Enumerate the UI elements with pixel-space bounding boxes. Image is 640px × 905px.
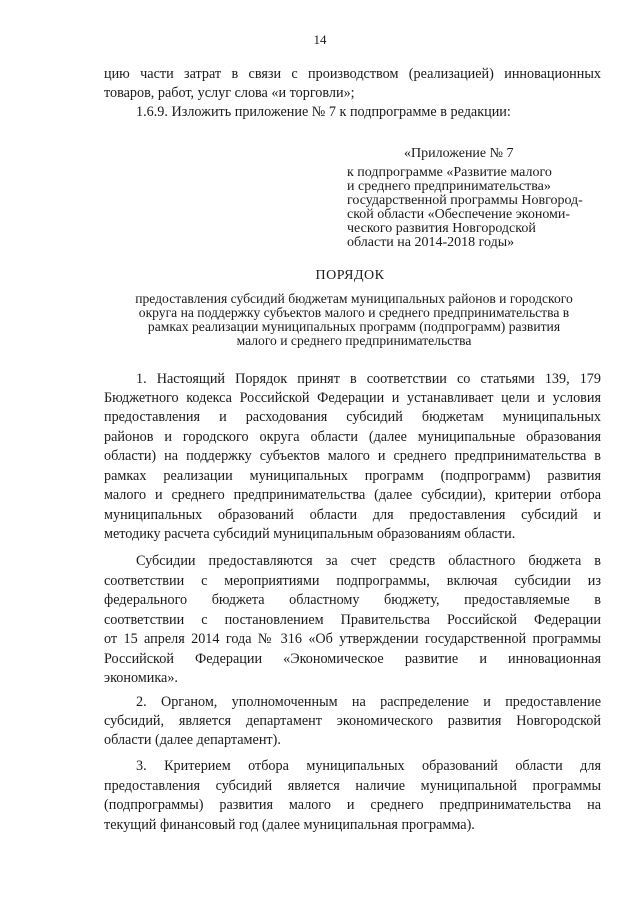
appendix-title: «Приложение № 7 [404, 146, 514, 161]
text-line: 2. Органом, уполномоченным на распределение и предоставление [136, 694, 601, 710]
subtitle-line: округа на поддержку субъектов малого и среднего предпринимательства в [138, 305, 570, 320]
subtitle-line: рамках реализации муниципальных программ (подпрограмм) развития [147, 319, 561, 334]
text-line: предоставления и расходования субсидий бюджетам муниципальных [104, 409, 601, 425]
subtitle-line: предоставления субсидий бюджетам муниципальных районов и городского [135, 291, 573, 306]
text-line: Бюджетного кодекса Российской Федерации и устанавливает цели и условия [104, 390, 601, 406]
text-line: методику расчета субсидий муниципальным образованиям области. [104, 526, 516, 542]
text-line: федерального бюджета областному бюджету, предоставляемые в [104, 592, 601, 608]
text-line: области) на поддержку субъектов малого и среднего предпринимательства в [104, 448, 601, 464]
document-title: ПОРЯДОК [315, 268, 385, 283]
appendix-line: области на 2014-2018 годы» [347, 235, 515, 250]
appendix-line: и среднего предпринимательства» [347, 179, 551, 194]
appendix-line: государственной программы Новгород- [347, 193, 583, 208]
text-line: рамках реализации муниципальных программ (подпрограмм) развития [104, 468, 601, 484]
appendix-line: к подпрограмме «Развитие малого [347, 165, 552, 180]
text-line: Субсидии предоставляются за счет средств областного бюджета в [136, 553, 601, 569]
text-line: предоставления субсидий является наличие муниципальной программы [104, 778, 601, 794]
text-line: от 15 апреля 2014 года № 316 «Об утверждении государственной программы [104, 631, 601, 647]
text-line: соответствии с мероприятиями подпрограммы, включая субсидии из [104, 573, 601, 589]
text-line: малого и среднего предпринимательства (далее субсидии), критерии отбора [104, 487, 601, 503]
text-line: области (далее департамент). [104, 732, 281, 748]
appendix-line: ческого развития Новгородской [347, 221, 536, 236]
page-number: 14 [313, 32, 327, 47]
text-line: соответствии с постановлением Правительства Российской Федерации [104, 612, 601, 628]
appendix-line: ской области «Обеспечение экономи- [347, 207, 571, 222]
text-line: текущий финансовый год (далее муниципальная программа). [104, 817, 475, 833]
subtitle-line: малого и среднего предпринимательства [236, 333, 472, 348]
text-line: субсидий, является департамент экономического развития Новгородской [104, 713, 601, 729]
text-line: (подпрограммы) развития малого и среднего предпринимательства на [104, 797, 601, 813]
text-line: 1. Настоящий Порядок принят в соответствии со статьями 139, 179 [136, 371, 601, 387]
text-line: 1.6.9. Изложить приложение № 7 к подпрограмме в редакции: [136, 104, 511, 120]
text-line: районов и городского округа области (далее муниципальные образования [104, 429, 601, 445]
text-line: муниципальных образований области для предоставления субсидий и [104, 507, 601, 523]
text-line: цию части затрат в связи с производством (реализацией) инновационных [104, 66, 601, 82]
text-line: Российской Федерации «Экономическое развитие и инновационная [104, 651, 601, 667]
text-line: товаров, работ, услуг слова «и торговли»; [104, 85, 355, 101]
text-line: экономика». [104, 670, 178, 686]
text-line: 3. Критерием отбора муниципальных образований области для [136, 758, 601, 774]
